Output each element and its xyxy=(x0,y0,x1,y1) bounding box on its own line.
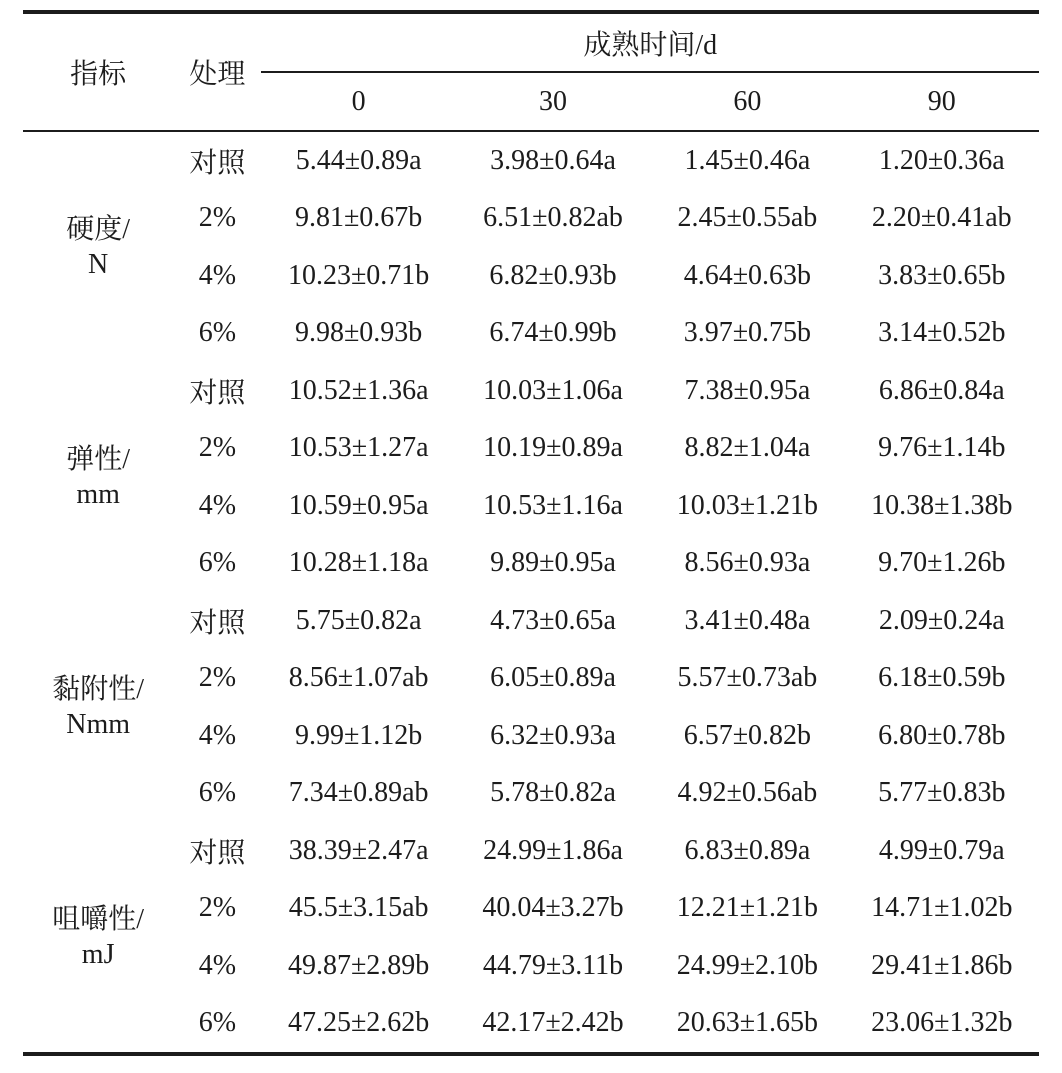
table-row xyxy=(23,880,1039,938)
treatment-cell: 6% xyxy=(198,547,237,579)
indicator-label: 咀嚼性/ xyxy=(52,904,145,935)
value-cell: 1.45±0.46a xyxy=(684,144,811,176)
value-cell: 23.06±1.32b xyxy=(871,1007,1013,1039)
value-cell: 14.71±1.02b xyxy=(871,892,1013,924)
table-row xyxy=(23,995,1039,1055)
texture-results-table xyxy=(23,10,1039,1056)
table-row xyxy=(23,650,1039,708)
value-cell: 1.20±0.36a xyxy=(878,144,1005,176)
table-row xyxy=(23,305,1039,363)
value-cell: 8.82±1.04a xyxy=(684,432,811,464)
value-cell: 10.59±0.95a xyxy=(288,489,429,521)
value-cell: 9.76±1.14b xyxy=(878,432,1006,464)
value-cell: 9.98±0.93b xyxy=(294,317,423,349)
value-cell: 8.56±1.07ab xyxy=(288,662,429,694)
value-cell: 6.86±0.84a xyxy=(878,374,1005,406)
treatment-cell: 对照 xyxy=(189,377,246,409)
treatment-cell: 2% xyxy=(198,892,237,924)
value-cell: 5.78±0.82a xyxy=(490,777,616,809)
value-cell: 10.03±1.06a xyxy=(483,374,623,406)
value-cell: 2.45±0.55ab xyxy=(677,202,818,234)
value-cell: 10.23±0.71b xyxy=(287,259,430,291)
treatment-cell: 对照 xyxy=(189,837,246,869)
treatment-cell: 6% xyxy=(198,777,237,809)
value-cell: 12.21±1.21b xyxy=(676,892,819,924)
value-cell: 10.53±1.27a xyxy=(288,432,429,464)
indicator-cell-chewiness xyxy=(23,822,173,1054)
indicator-cell-adhesiveness xyxy=(23,592,173,822)
value-cell: 42.17±2.42b xyxy=(482,1007,624,1039)
table-row xyxy=(23,592,1039,650)
indicator-label: 黏附性/ xyxy=(52,674,145,705)
value-cell: 9.99±1.12b xyxy=(294,719,423,751)
value-cell: 10.53±1.16a xyxy=(483,489,623,521)
treatment-cell: 对照 xyxy=(189,147,246,179)
value-cell: 6.57±0.82b xyxy=(683,719,812,751)
value-cell: 6.80±0.78b xyxy=(878,719,1006,751)
table-row xyxy=(23,420,1039,478)
value-cell: 10.52±1.36a xyxy=(288,374,429,406)
value-cell: 9.70±1.26b xyxy=(878,547,1006,579)
value-cell: 4.73±0.65a xyxy=(490,604,616,636)
value-cell: 10.19±0.89a xyxy=(483,432,623,464)
treatment-cell: 2% xyxy=(198,662,237,694)
treatment-cell: 2% xyxy=(198,432,237,464)
treatment-cell: 4% xyxy=(198,489,237,521)
value-cell: 24.99±1.86a xyxy=(483,834,623,866)
value-cell: 2.09±0.24a xyxy=(878,604,1005,636)
value-cell: 9.81±0.67b xyxy=(294,202,423,234)
value-cell: 29.41±1.86b xyxy=(871,949,1013,981)
value-cell: 5.75±0.82a xyxy=(295,604,422,636)
value-cell: 20.63±1.65b xyxy=(676,1007,819,1039)
table-row xyxy=(23,362,1039,420)
value-cell: 3.98±0.64a xyxy=(490,144,616,176)
value-cell: 49.87±2.89b xyxy=(287,949,430,981)
value-cell: 3.97±0.75b xyxy=(683,317,812,349)
indicator-cell-hardness xyxy=(23,131,173,362)
value-cell: 6.83±0.89a xyxy=(684,834,811,866)
indicator-label: 硬度/ xyxy=(66,214,131,245)
value-cell: 4.99±0.79a xyxy=(878,834,1005,866)
indicator-unit: mJ xyxy=(81,939,115,970)
indicator-unit: Nmm xyxy=(66,709,131,740)
value-cell: 7.38±0.95a xyxy=(684,374,811,406)
header-indicator: 指标 xyxy=(23,12,173,131)
treatment-cell: 4% xyxy=(198,949,237,981)
treatment-cell: 6% xyxy=(198,1007,237,1039)
indicator-cell-springiness xyxy=(23,362,173,592)
value-cell: 3.14±0.52b xyxy=(878,317,1006,349)
header-time-group: 成熟时间/d xyxy=(261,12,1039,72)
indicator-unit: mm xyxy=(76,479,120,510)
header-row-top xyxy=(23,12,1039,72)
value-cell: 6.32±0.93a xyxy=(490,719,616,751)
value-cell: 4.92±0.56ab xyxy=(677,777,818,809)
value-cell: 6.18±0.59b xyxy=(878,662,1006,694)
value-cell: 8.56±0.93a xyxy=(684,547,811,579)
table-row xyxy=(23,131,1039,190)
value-cell: 10.38±1.38b xyxy=(871,489,1013,521)
table-row xyxy=(23,937,1039,995)
header-time-30: 30 xyxy=(456,72,650,131)
value-cell: 5.57±0.73ab xyxy=(677,662,818,694)
value-cell: 44.79±3.11b xyxy=(482,949,624,981)
value-cell: 3.41±0.48a xyxy=(684,604,811,636)
table-row xyxy=(23,477,1039,535)
value-cell: 10.03±1.21b xyxy=(676,489,819,521)
value-cell: 3.83±0.65b xyxy=(878,259,1006,291)
table-row xyxy=(23,190,1039,248)
indicator-unit: N xyxy=(88,249,109,280)
header-time-0: 0 xyxy=(261,72,455,131)
value-cell: 9.89±0.95a xyxy=(490,547,616,579)
value-cell: 6.51±0.82ab xyxy=(483,202,623,234)
value-cell: 24.99±2.10b xyxy=(676,949,819,981)
value-cell: 5.77±0.83b xyxy=(878,777,1006,809)
value-cell: 6.05±0.89a xyxy=(490,662,616,694)
treatment-cell: 4% xyxy=(198,259,237,291)
header-time-60: 60 xyxy=(650,72,844,131)
value-cell: 5.44±0.89a xyxy=(295,144,422,176)
treatment-cell: 4% xyxy=(198,719,237,751)
value-cell: 47.25±2.62b xyxy=(287,1007,430,1039)
table-row xyxy=(23,765,1039,823)
table-row xyxy=(23,247,1039,305)
value-cell: 38.39±2.47a xyxy=(288,834,429,866)
treatment-cell: 对照 xyxy=(189,607,246,639)
header-treatment: 处理 xyxy=(173,12,261,131)
table-row xyxy=(23,535,1039,593)
value-cell: 6.74±0.99b xyxy=(489,317,617,349)
table-row xyxy=(23,707,1039,765)
value-cell: 6.82±0.93b xyxy=(489,259,617,291)
indicator-label: 弹性/ xyxy=(66,444,131,475)
value-cell: 40.04±3.27b xyxy=(482,892,624,924)
value-cell: 45.5±3.15ab xyxy=(288,892,429,924)
table-row xyxy=(23,822,1039,880)
value-cell: 2.20±0.41ab xyxy=(871,202,1012,234)
treatment-cell: 2% xyxy=(198,202,237,234)
value-cell: 10.28±1.18a xyxy=(288,547,429,579)
treatment-cell: 6% xyxy=(198,317,237,349)
value-cell: 4.64±0.63b xyxy=(683,259,812,291)
header-time-90: 90 xyxy=(845,72,1039,131)
value-cell: 7.34±0.89ab xyxy=(288,777,429,809)
